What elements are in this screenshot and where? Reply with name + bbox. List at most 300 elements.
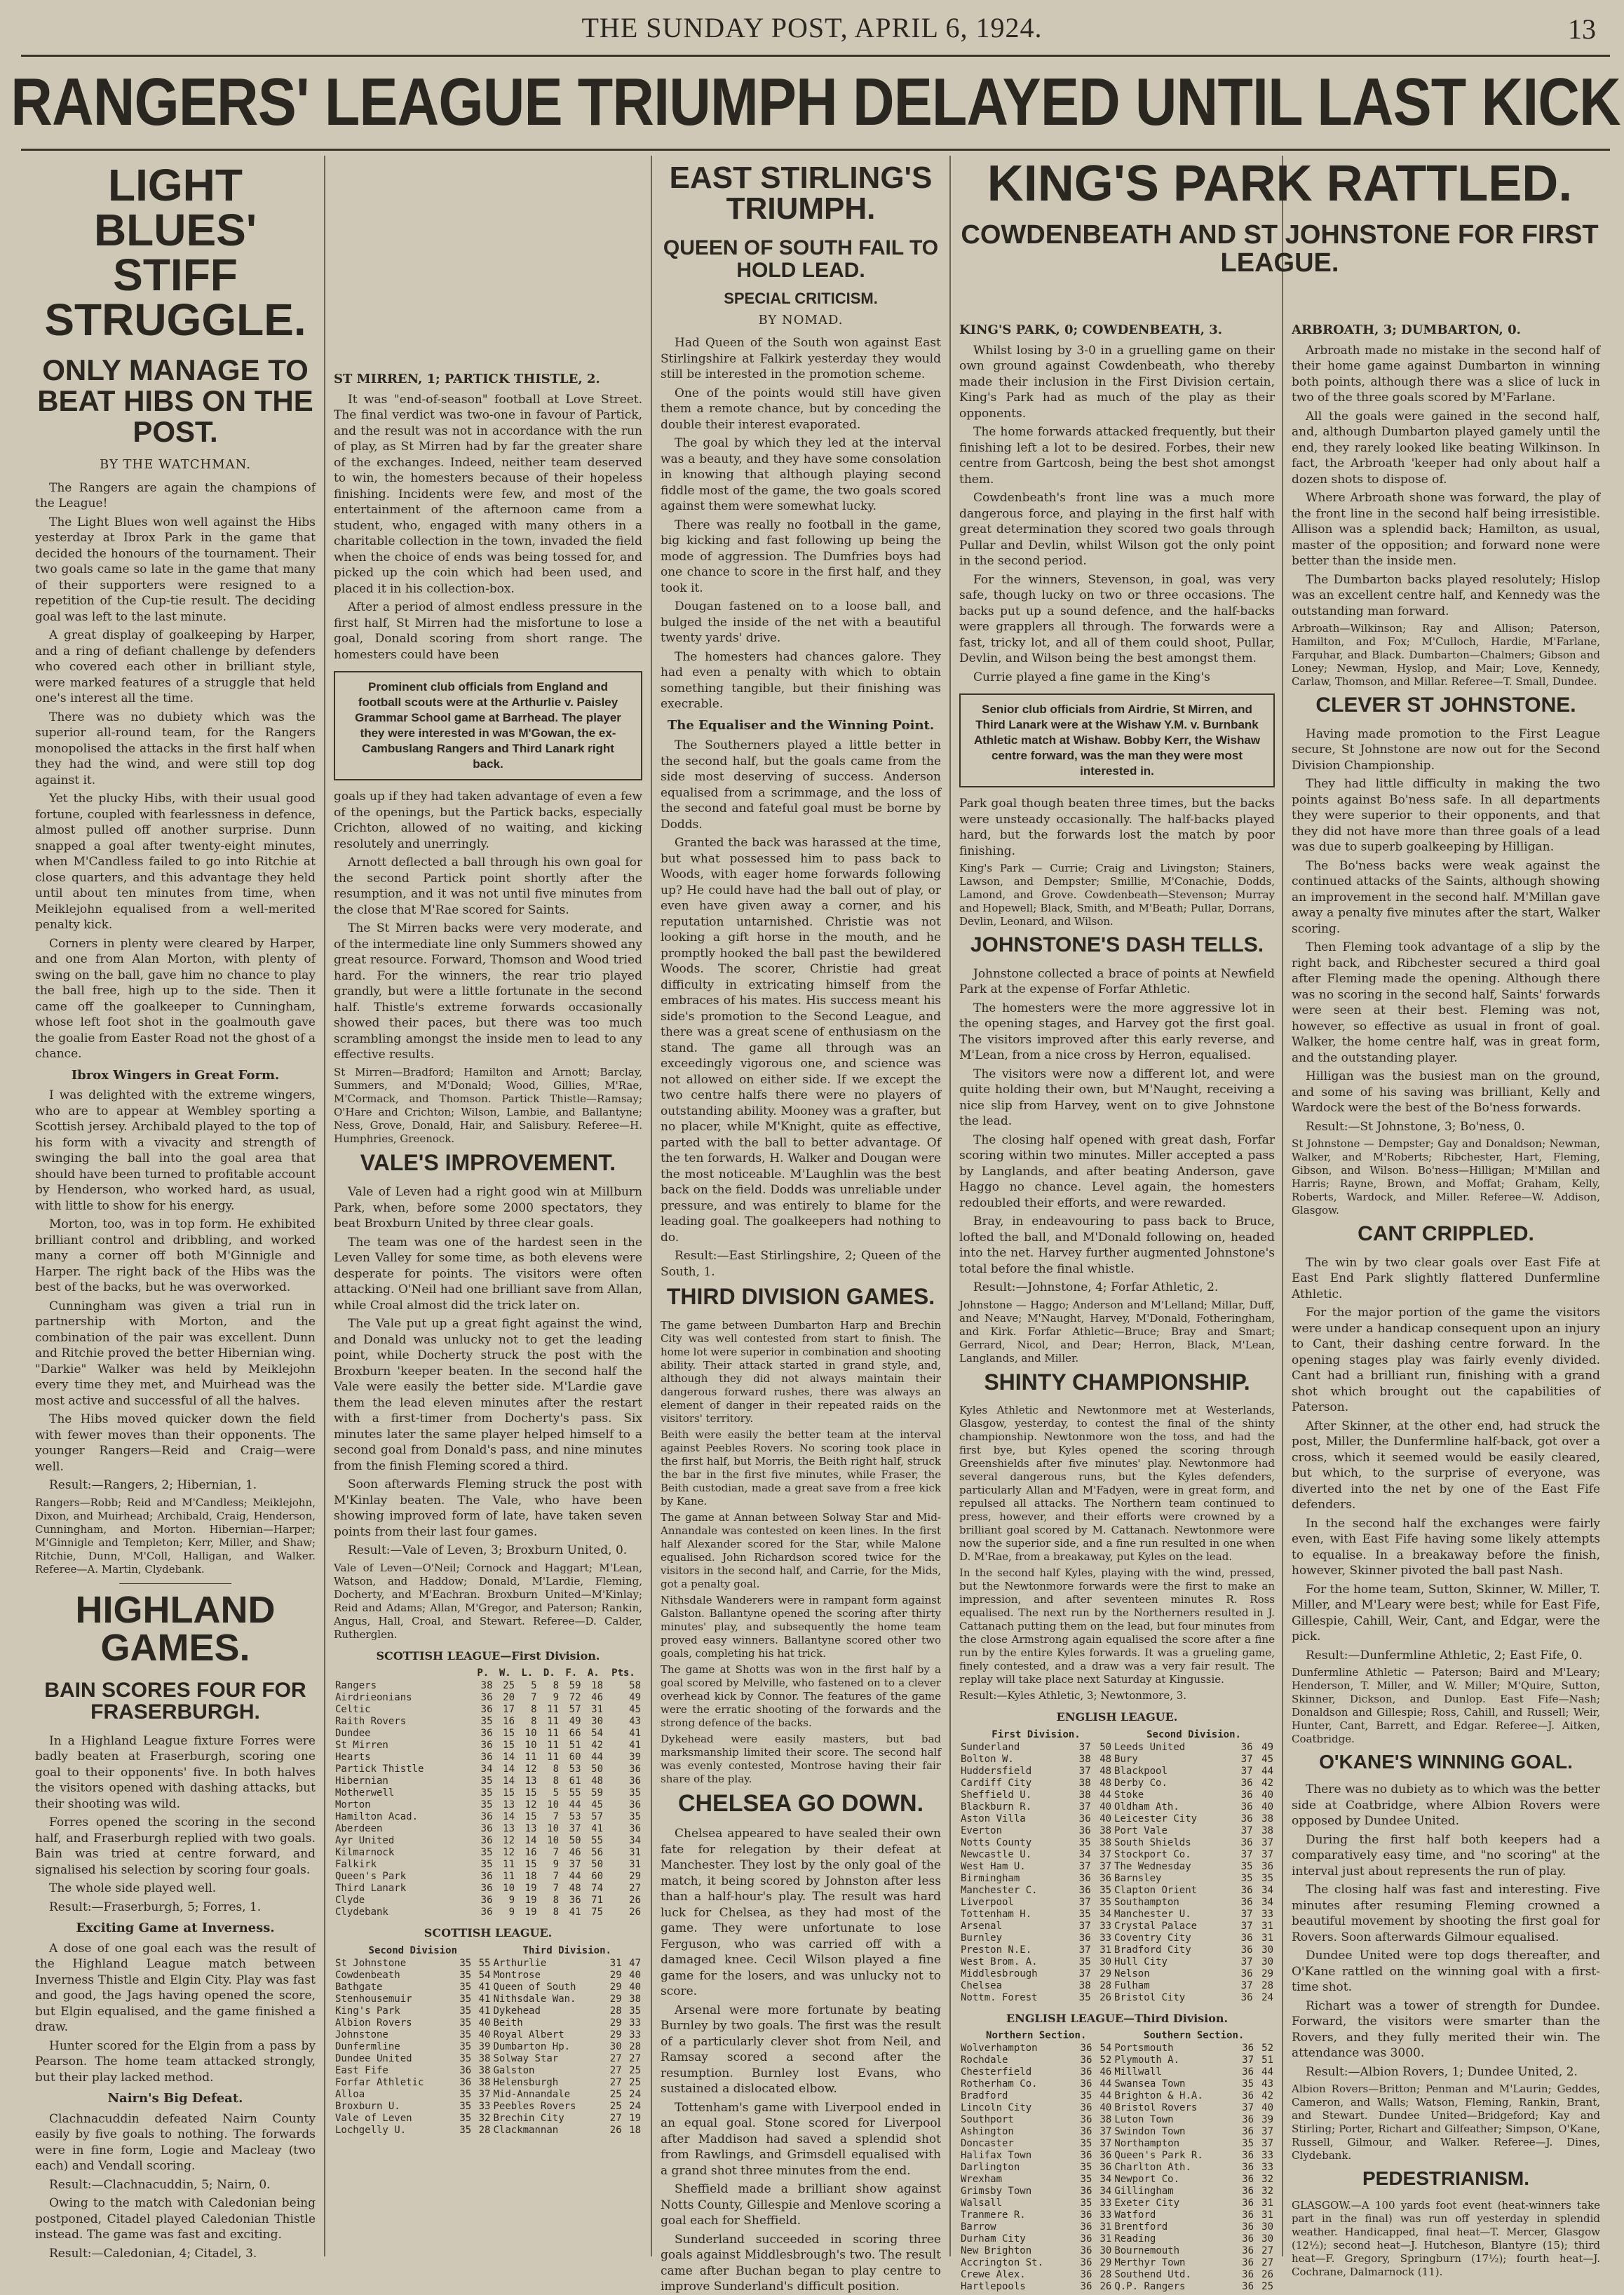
johnstone-headline: JOHNSTONE'S DASH TELLS. [970, 933, 1264, 956]
table-cell: 30 [1099, 2245, 1112, 2257]
table-cell: Arthurlie [493, 1957, 547, 1969]
table-cell: 40 [1099, 1801, 1112, 1813]
table-header-row [959, 1728, 1275, 1742]
paragraph: The homesters were the more aggressive lot in the opening stages, and Harvey got the first goal. The visitors improved after this early reverse, and M'Lean, from a nice cross by Herron, equalised. [959, 1001, 1275, 1062]
table-row [959, 1909, 1275, 1921]
scottish-first-division-table [334, 1667, 642, 1918]
table-cell: 36 [1080, 2233, 1092, 2245]
table-cell: 19 [629, 2112, 641, 2124]
table-cell: 35 [459, 1981, 472, 1993]
table-row [959, 2066, 1275, 2078]
table-cell: Raith Rovers [335, 1716, 407, 1728]
table-cell: Forfar Athletic [335, 2076, 424, 2088]
table-cell: 36 [459, 2076, 472, 2088]
paragraph: Sunderland succeeded in scoring three goals against Middlesbrough's two. The result came after Buchan began to play centre to improve Sunderland's difficult position. [661, 2232, 941, 2294]
table-cell: 40 [1099, 1813, 1112, 1825]
table-subtitle: First Division. [992, 1728, 1081, 1740]
paragraph: Currie played a fine game in the King's [973, 670, 1210, 684]
paragraph: The win by two clear goals over East Fife at East End Park slightly flattered Dunfermline Athletic. [1292, 1255, 1600, 1301]
table-cell: Crystal Palace [1114, 1920, 1198, 1932]
table-cell: 27 [609, 2076, 622, 2088]
teams-text: King's Park — Currie; Craig and Livingston; Stainers, Lawson, and Dempster; Smillie, M'Conachie, Dodds, Lamond, and Grove. Cowdenbeath—Stevenson; Murray and Hopewell; Black, Smith, and M'Beath; Pullar, Dorrans, Devlin, Leonard, and Wilson. [959, 862, 1275, 928]
table-cell: 26 [629, 1895, 641, 1907]
table-cell: 5 [531, 1680, 537, 1692]
table-cell: 12 [525, 1763, 537, 1775]
table-cell: 10 [525, 1740, 537, 1752]
table-cell: Wrexham [961, 2174, 1003, 2186]
table-cell: 36 [480, 1692, 493, 1704]
table-cell: 36 [1240, 1991, 1253, 2003]
table-cell: 7 [553, 1883, 559, 1895]
table-cell: 34 [629, 1835, 641, 1847]
league-table-title: SCOTTISH LEAGUE—First Division. [376, 1649, 600, 1663]
pedestrianism-report [1292, 2199, 1600, 2279]
table-header-row [959, 2029, 1275, 2043]
table-row [959, 1825, 1275, 1837]
table-cell: 33 [1261, 1908, 1273, 1920]
paragraph: Vale of Leven had a right good win at Millburn Park, when, before some 2000 spectators, they beat Broxburn United by three clear goals. [334, 1185, 642, 1231]
okane-headline: O'KANE'S WINNING GOAL. [1319, 1751, 1573, 1773]
paragraph: The St Mirren backs were very moderate, and of the intermediate line only Summers showed any great resource. Forward, Thomson and Wood tried hard. For the winners, the rear trio played grandly, but were a little fortunate in the second half. Thistle's extreme forwards occasionally showed their paces, but there was too much scrambling amongst the inside men to lead to any effective results. [334, 921, 642, 1062]
table-cell: 36 [1080, 2054, 1092, 2066]
table-cell: 50 [591, 1859, 603, 1871]
table-cell: 15 [525, 1811, 537, 1823]
table-row [959, 1766, 1275, 1778]
table-cell: Charlton Ath. [1114, 2162, 1191, 2174]
table-cell: 37 [1099, 1848, 1112, 1860]
teams-text: St Johnstone — Dempster; Gay and Donaldson; Newman, Walker, and M'Roberts; Ribchester, Hart, Fleming, Gibson, and Wilson. Bo'ness—Hilligan; M'Millan and Harris; Rayne, Brown, and Moffat; Graham, Kelly, Roberts, Wardock, and Miller. Referee—W. Addison, Glasgow. [1292, 1137, 1600, 1217]
table-cell: 36 [480, 1740, 493, 1752]
table-cell: Arsenal [961, 1920, 1003, 1932]
table-cell: 31 [1099, 2221, 1112, 2233]
table-cell: 44 [1261, 2066, 1273, 2078]
table-row [959, 2209, 1275, 2221]
paragraph: Dundee United were top dogs thereafter, and O'Kane rattled on the winning goal with a first-time shot. [1292, 1949, 1600, 1995]
table-cell: Southampton [1114, 1896, 1179, 1908]
table-cell: Clyde [335, 1895, 365, 1907]
table-cell: 35 [1078, 1836, 1091, 1848]
table-cell: Birmingham [961, 1872, 1020, 1884]
table-cell: 46 [591, 1692, 603, 1704]
table-cell: 35 [1240, 1872, 1253, 1884]
table-cell: 28 [629, 2040, 641, 2052]
table-cell: Johnstone [335, 2029, 388, 2040]
table-row [959, 1742, 1275, 1754]
table-row [334, 1907, 642, 1918]
table-cell: 53 [569, 1811, 581, 1823]
table-row [334, 1728, 642, 1740]
table-row [959, 2162, 1275, 2174]
paragraph: They had little difficulty in making the two points against Bo'ness safe. In all departments they were superior to their opponents, and that they did not have more than three goals of a lead was due to superb goalkeeping by Hilligan. [1292, 777, 1600, 854]
table-cell: St Johnstone [335, 1957, 407, 1969]
column-1 [35, 156, 316, 2263]
table-cell: Dunfermline [335, 2040, 400, 2052]
table-cell: Chelsea [961, 1979, 1003, 1991]
table-cell: 37 [1099, 1860, 1112, 1872]
table-cell: Leeds United [1114, 1741, 1186, 1753]
table-cell: Clydebank [335, 1907, 388, 1918]
table-cell: 28 [1099, 1979, 1112, 1991]
table-cell: Helensburgh [493, 2076, 559, 2088]
table-cell: Wolverhampton [961, 2043, 1038, 2054]
table-subtitle: Southern Section. [1144, 2030, 1245, 2042]
table-cell [334, 1667, 472, 1680]
table-cell: 37 [1240, 1908, 1253, 1920]
table-cell: Beith [493, 2017, 523, 2029]
table-cell: 36 [1242, 2221, 1254, 2233]
table-row [959, 2054, 1275, 2066]
table-cell: 11 [547, 1704, 559, 1716]
table-cell: 36 [629, 1763, 641, 1775]
table-cell: 19 [525, 1883, 537, 1895]
table-cell: 24 [629, 2100, 641, 2112]
paragraph: Arsenal were more fortunate by beating Burnley by two goals. The first was the result of a particularly clever shot from Neil, and Ramsay scored a second after the resumption. Burnley lost Evans, who sustained a dislocated elbow. [661, 2003, 941, 2097]
table-cell: 54 [591, 1728, 603, 1740]
table-cell: 36 [1099, 2162, 1112, 2174]
match-head: ST MIRREN, 1; PARTICK THISTLE, 2. [334, 372, 600, 386]
team-lineups [959, 1299, 1275, 1365]
table-cell: Merthyr Town [1114, 2257, 1186, 2269]
table-row [334, 2017, 642, 2029]
table-cell: 37 [569, 1859, 581, 1871]
match-result: Result:—Fraserburgh, 5; Forres, 1. [49, 1900, 262, 1914]
league-table-title: SCOTTISH LEAGUE. [424, 1926, 553, 1940]
table-cell: 36 [1080, 2257, 1092, 2269]
table-cell: 42 [1261, 2090, 1273, 2102]
table-cell: 54 [1099, 2043, 1112, 2054]
table-cell: Aberdeen [335, 1823, 383, 1835]
section-head: Exciting Game at Inverness. [76, 1921, 275, 1936]
table-cell: 35 [1242, 2078, 1254, 2090]
table-cell: Walsall [961, 2198, 1003, 2209]
table-cell: Bristol Rovers [1114, 2102, 1198, 2114]
table-cell: Hartlepools [961, 2281, 1026, 2293]
table-cell: 10 [547, 1835, 559, 1847]
table-cell: 8 [553, 1907, 559, 1918]
paragraph: It was "end-of-season" football at Love Street. The final verdict was two-one in favour of Partick, and the result was not in accordance with the run of play, as St Mirren had by far the greater share of the exchanges. Indeed, neither team deserved to win, the homesters because of their hopeless finishing. Incidents were few, and most of the entertainment of the afternoon came from a student, who, engaged with many others in a charitable collection in the town, invaded the field when the choice of ends was being tossed for, and picked up the coin which had been used, and placed it in his collection-box. [334, 392, 642, 596]
paragraph: For the major portion of the game the visitors were under a handicap consequent upon an injury to Cant, their dashing centre forward. In the opening stages play was fairly evenly divided. Cant had a brilliant run, finishing with a grand shot which brought out the capabilities of Paterson. [1292, 1306, 1600, 1414]
table-cell: 36 [480, 1895, 493, 1907]
table-cell: Queen of South [493, 1981, 576, 1993]
table-header-row [334, 1667, 642, 1680]
paragraph: Hilligan was the busiest man on the ground, and some of his saving was brilliant, Kelly and Wardock were the best of the Bo'ness forwards. [1292, 1069, 1600, 1115]
table-cell: 9 [508, 1895, 515, 1907]
table-cell: 32 [1261, 2174, 1273, 2186]
news-box: Senior club officials from Airdrie, St Mirren, and Third Lanark were at the Wishaw Y.M. v. Burnbank Athletic match at Wishaw. Bobby Kerr, the Wishaw centre forward, was the man they were most interested in. [959, 693, 1275, 787]
table-cell: Dykehead [493, 2005, 541, 2017]
paragraph: The Light Blues won well against the Hibs yesterday at Ibrox Park in the game that decided the honours of the tournament. Their two goals came so late in the game that many of their supporters were resigned to a repetition of the Cup-tie result. The deciding goal was left to the last minute. [35, 515, 316, 624]
team-lineups [959, 862, 1275, 928]
table-cell: Lincoln City [961, 2102, 1032, 2114]
table-cell: 36 [1080, 2102, 1092, 2114]
paragraph: There was really no football in the game, big kicking and fast following up being the mode of aggression. The Dumfries boys had one chance to score in the first half, and they took it. [661, 517, 941, 595]
table-cell: 31 [1261, 2198, 1273, 2209]
table-row [959, 2257, 1275, 2269]
table-cell: 35 [459, 1957, 472, 1969]
table-cell: 28 [1099, 2269, 1112, 2281]
paragraph: Cunningham was given a trial run in partnership with Morton, and the combination of the pair was excellent. Dunn and Ritchie proved the better Hibernian wing. "Darkie" Walker was held by Meiklejohn every time they met, and Muirhead was the most active and successful of all the halves. [35, 1299, 316, 1408]
table-row [959, 1956, 1275, 1968]
table-cell: 43 [629, 1716, 641, 1728]
table-cell: 26 [609, 2124, 622, 2136]
paragraph: Granted the back was harassed at the time, but what possessed him to pass back to Woods, with eager home forwards following up? He could have had the ball out of play, or even have given away a corner, and his reputation untarnished. Christie was not looking a gift horse in the mouth, and he promptly hooked the ball past the bewildered Woods. The scorer, Christie had great difficulty in extricating himself from the embraces of his mates. His success meant his side's promotion to the Second League, and there was a great scene of enthusiasm on the stand. The game all through was an exceedingly vigorous one, and science was not allowed on either side. If we except the two centre halfs there were no players of outstanding ability. Mooney was a grafter, but no placer, while M'Knight, quite as effective, parted with the ball to better advantage. Of the ten forwards, H. Walker and Dougan were the most noticeable. M'Laughlin was the best back on the field. Dodds was unreliable under pressure, and was entirely to blame for the leading goal. The goalkeepers had nothing to do. [661, 836, 941, 1245]
table-cell: 35 [459, 2005, 472, 2017]
table-cell: Queen's Park [335, 1871, 407, 1883]
table-cell: Middlesbrough [961, 1968, 1038, 1979]
paragraph: The Vale put up a great fight against the wind, and Donald was unlucky not to get the leading point, while Docherty struck the post with the Broxburn 'keeper beaten. In the second half the Vale were easily the better side. M'Lardie gave them the lead eleven minutes after the restart with a first-timer from Docherty's pass. Six minutes later the same player helped himself to a second goal from Donald's pass, and nine minutes from the finish Fleming scored a third. [334, 1317, 642, 1473]
table-cell: 31 [1099, 1944, 1112, 1956]
table-cell: Newport Co. [1114, 2174, 1180, 2186]
table-cell: 14 [503, 1763, 515, 1775]
table-cell: 47 [629, 1957, 641, 1969]
table-cell: 38 [1078, 1753, 1091, 1765]
table-row [959, 2221, 1275, 2233]
table-cell: 35 [480, 1775, 493, 1787]
section-head: Ibrox Wingers in Great Form. [71, 1067, 280, 1083]
table-cell: 25 [629, 2064, 641, 2076]
table-cell: 18 [591, 1680, 603, 1692]
paragraph: Sheffield made a brilliant show against Notts County, Gillespie and Menlove scoring a goal each for Sheffield. [661, 2182, 941, 2228]
table-cell: 37 [1078, 1801, 1091, 1813]
table-cell: 36 [1080, 2150, 1092, 2162]
match-result: Result:—East Stirlingshire, 2; Queen of the South, 1. [661, 1249, 941, 1279]
table-cell: Ayr United [335, 1835, 395, 1847]
table-row [959, 2174, 1275, 2186]
table-cell: 37 [1078, 1920, 1091, 1932]
table-cell: 11 [547, 1752, 559, 1763]
table-cell: 36 [1242, 2090, 1254, 2102]
table-row [334, 1883, 642, 1895]
table-cell: 35 [459, 2112, 472, 2124]
match-result: Result:—Albion Rovers, 1; Dundee United, 2. [1306, 2064, 1578, 2079]
table-cell: 33 [1099, 1920, 1112, 1932]
table-cell: 55 [591, 1835, 603, 1847]
paragraph: For the home team, Sutton, Skinner, W. Miller, T. Miller, and M'Leary were best; while for East Fife, Gillespie, Cahill, Weir, Cant, and Edgar, were the pick. [1292, 1582, 1600, 1644]
table-body [959, 1742, 1275, 2004]
paragraph: Having made promotion to the First League secure, St Johnstone are now out for the Second Division Championship. [1292, 726, 1600, 773]
match-head: KING'S PARK, 0; COWDENBEATH, 3. [959, 323, 1223, 337]
table-cell: 11 [547, 1716, 559, 1728]
table-cell: 44 [1099, 2090, 1112, 2102]
table-cell: Oldham Ath. [1114, 1801, 1179, 1813]
table-cell: 9 [553, 1859, 559, 1871]
table-row [334, 1982, 642, 1993]
table-cell: 33 [629, 2017, 641, 2029]
table-cell: Halifax Town [961, 2150, 1032, 2162]
table-cell: Brentford [1114, 2221, 1168, 2233]
table-body [334, 1680, 642, 1918]
masthead-rule [21, 55, 1610, 57]
paragraph: After a period of almost endless pressure in the first half, St Mirren had the misfortune to lose a goal, Donald scoring from short range. The homesters could have been [334, 600, 642, 662]
table-row [959, 1944, 1275, 1956]
table-cell: Clackmannan [493, 2124, 559, 2136]
pedestrianism-headline: PEDESTRIANISM. [1362, 2167, 1530, 2190]
table-cell: 36 [1078, 1813, 1091, 1825]
table-cell: 57 [591, 1811, 603, 1823]
table-cell: 37 [1078, 1896, 1091, 1908]
table-cell: 35 [459, 2017, 472, 2029]
paragraph: The Rangers are again the champions of the League! [35, 480, 316, 511]
table-cell: Peebles Rovers [493, 2100, 576, 2112]
paragraph: Then Fleming took advantage of a slip by the right back, and Ribchester secured a third goal after Fleming made the opening. Although there was no scoring in the second half, Saints' forwards were seen at their best. Fleming was not, however, so effective as usual in front of goal. Walker, the home centre half, was in great form, and the outstanding player. [1292, 940, 1600, 1065]
paragraph: Kyles Athletic and Newtonmore met at Westerlands, Glasgow, yesterday, to contest the final of the shinty championship. Newtonmore won the toss, and had the first bye, but Kyles opened the scoring through Greenshields after five minutes' play. Newtonmore had several dangerous runs, but the Kyles defenders, particularly Allan and M'Fadyen, were in great form, and repulsed all attacks. The Northern team continued to press, however, and their efforts were crowned by a brilliant goal scored by M. Cattanach. Newtonmore were now the superior side, and a fine run resulted in one when D. M'Rae, from a breakaway, put Kyles on the lead. [959, 1404, 1275, 1564]
table-cell: 30 [1261, 1944, 1273, 1956]
table-cell: 35 [1261, 1872, 1273, 1884]
table-cell: 26 [1099, 2281, 1112, 2293]
table-cell: Reading [1114, 2233, 1156, 2245]
match-result: Result:—Vale of Leven, 3; Broxburn United, 0. [348, 1543, 628, 1558]
table-cell: 36 [1080, 2114, 1092, 2126]
table-cell: 36 [1240, 1968, 1253, 1979]
table-cell: 36 [1240, 1801, 1253, 1813]
table-cell: 35 [459, 1993, 472, 2005]
col3-subheadline: QUEEN OF SOUTH FAIL TO HOLD LEAD. [663, 236, 939, 282]
table-cell: Liverpool [961, 1896, 1014, 1908]
table-cell: 36 [459, 2064, 472, 2076]
teams-text: Rangers—Robb; Reid and M'Candless; Meiklejohn, Dixon, and Muirhead; Archibald, Craig, Henderson, Cunningham, and Morton. Hibernian—Harper; M'Ginnigle and Templeton; Kerr, Miller, and Shaw; Ritchie, Dunn, M'Coll, Halligan, and Walker. Referee—A. Martin, Clydebank. [35, 1496, 316, 1576]
table-cell: 37 [1078, 1944, 1091, 1956]
table-cell: 38 [478, 2064, 491, 2076]
table-cell: 42 [591, 1740, 603, 1752]
divider [119, 1583, 231, 1584]
table-cell: Falkirk [335, 1859, 377, 1871]
table-cell: 34 [480, 1763, 493, 1775]
table-row [334, 2125, 642, 2137]
table-cell: 37 [1240, 1956, 1253, 1968]
table-cell: 36 [480, 1728, 493, 1740]
news-box: Prominent club officials from England and football scouts were at the Arthurlie v. Paisley Grammar School game at Barrhead. The player they were interested in was M'Gowan, the ex-Cambuslang Rangers and Third Lanark right back. [334, 671, 642, 780]
paragraph: Chelsea appeared to have sealed their own fate for relegation by their defeat at Manchester. They lost by the only goal of the match, it being scored by Johnston after less than a half-hour's play. The result was hard luck for Chelsea, as they had most of the game. They were unfortunate to lose Ferguson, who was carried off with a damaged knee. Cecil Wilson played a fine game for the losers, and was unlucky not to score. [661, 1827, 941, 1999]
paragraph: Morton, too, was in top form. He exhibited brilliant control and dribbling, and worked many a corner off both M'Ginnigle and Harper. The right back of the Hibs was the best of the backs, but he was overworked. [35, 1217, 316, 1295]
table-cell: 7 [531, 1692, 537, 1704]
table-row [959, 1789, 1275, 1801]
table-cell: 11 [503, 1859, 515, 1871]
table-cell: 35 [1078, 1908, 1091, 1920]
table-cell: Plymouth A. [1114, 2054, 1180, 2066]
banner-headline: RANGERS' LEAGUE TRIUMPH DELAYED UNTIL LAST KICK [11, 65, 1620, 140]
paragraph: There was no dubiety as to which was the better side at Coatbridge, where Albion Rovers were opposed by Dundee United. [1292, 1782, 1600, 1829]
table-row [334, 1823, 642, 1835]
table-cell: 36 [1242, 2209, 1254, 2221]
table-row [334, 1871, 642, 1883]
table-cell: St Mirren [335, 1740, 388, 1752]
scottish-second-third-division-table [334, 1944, 642, 2137]
paragraph: Beith were easily the better team at the interval against Peebles Rovers. No scoring took place in the first half, but Morris, the Beith right half, struck the bar in the first five minutes, while Fraser, the Beith custodian, made a great save from a free kick by Kane. [661, 1428, 941, 1508]
table-cell: 28 [609, 2005, 622, 2017]
table-cell: 37 [1099, 2126, 1112, 2138]
table-cell: Montrose [493, 1969, 541, 1981]
table-cell: 49 [569, 1716, 581, 1728]
table-cell: 31 [1261, 2209, 1273, 2221]
shinty-report [959, 1404, 1275, 1702]
teams-text: Dunfermline Athletic — Paterson; Baird and M'Leary; Henderson, T. Miller, and W. Miller; M'Quire, Sutton, Skinner, Dickson, and Dunlop. East Fife—Nash; Donaldson and Gillespie; Ross, Cahill, and Russell; Weir, Hunter, Cant, Barrett, and Edgar. Referee—J. Aitken, Coatbridge. [1292, 1666, 1600, 1745]
paragraph: Soon afterwards Fleming struck the post with M'Kinlay beaten. The Vale, who have been showing improved form of late, have taken seven points from their last four games. [334, 1477, 642, 1539]
table-cell: 36 [1242, 2269, 1254, 2281]
table-cell: 37 [478, 2088, 491, 2100]
table-cell: 36 [1240, 1777, 1253, 1789]
paragraph: One of the points would still have given them a remote chance, but by conceding the double their interest evaporated. [661, 386, 941, 432]
table-cell: 12 [525, 1799, 537, 1811]
table-cell: 27 [629, 1883, 641, 1895]
col4-headline: KING'S PARK RATTLED. [987, 156, 1573, 212]
table-cell: 38 [1078, 1777, 1091, 1789]
table-cell: 29 [1099, 1968, 1112, 1979]
shinty-headline: SHINTY CHAMPIONSHIP. [984, 1369, 1250, 1395]
table-row [334, 2113, 642, 2125]
table-cell: 30 [591, 1716, 603, 1728]
paragraph: Forres opened the scoring in the second half, and Fraserburgh replied with two goals. Bain was tried at centre forward, and signalised his selection by scoring four goals. [35, 1815, 316, 1877]
table-cell: 45 [629, 1704, 641, 1716]
table-cell: 38 [1099, 2114, 1112, 2126]
table-cell: 36 [480, 1704, 493, 1716]
paragraph: Where Arbroath shone was forward, the play of the front line in the second half being irresistible. Allison was a splendid back; Hamilton, as usual, master of the opposition; and forward none were better than the inside men. [1292, 491, 1600, 568]
table-cell: F. [565, 1667, 578, 1679]
table-cell: 19 [525, 1895, 537, 1907]
table-cell: 38 [1261, 1825, 1273, 1836]
table-cell: 41 [569, 1907, 581, 1918]
table-cell: Third Lanark [335, 1883, 407, 1895]
table-cell: 16 [525, 1847, 537, 1859]
table-cell: 13 [525, 1823, 537, 1835]
table-cell: 36 [1078, 1872, 1091, 1884]
table-cell: Kilmarnock [335, 1847, 395, 1859]
table-cell: 36 [1240, 1741, 1253, 1753]
table-cell: 40 [1261, 1789, 1273, 1801]
table-cell: 37 [1261, 2126, 1273, 2138]
table-cell: 36 [1080, 2245, 1092, 2257]
table-cell: 51 [569, 1740, 581, 1752]
table-row [959, 2150, 1275, 2162]
table-cell: 36 [1078, 1932, 1091, 1944]
table-cell: Solway Star [493, 2052, 559, 2064]
table-cell: 35 [459, 2100, 472, 2112]
table-row [334, 2053, 642, 2065]
table-cell: 36 [480, 1871, 493, 1883]
table-cell: 35 [1080, 2090, 1092, 2102]
table-cell: 31 [629, 1859, 641, 1871]
match-result: Result:—Rangers, 2; Hibernian, 1. [49, 1478, 257, 1493]
table-cell: 66 [569, 1728, 581, 1740]
table-cell: 37 [1240, 1765, 1253, 1777]
match-result: Result:—Dunfermline Athletic, 2; East Fife, 0. [1306, 1648, 1583, 1663]
table-cell: 48 [1099, 1753, 1112, 1765]
table-cell: Nithsdale Wan. [493, 1993, 576, 2005]
table-row [334, 1680, 642, 1692]
table-row [959, 1968, 1275, 1980]
table-cell: 33 [629, 2029, 641, 2040]
table-row [334, 1811, 642, 1823]
match-result: Result:—Johnstone, 4; Forfar Athletic, 2. [973, 1280, 1219, 1294]
table-cell: 11 [547, 1728, 559, 1740]
third-division-reports [661, 1319, 941, 1786]
table-cell: Pts. [611, 1667, 635, 1679]
table-cell: 44 [569, 1871, 581, 1883]
table-cell: D. [543, 1667, 555, 1679]
table-cell: Nelson [1114, 1968, 1150, 1979]
masthead-title: THE SUNDAY POST, APRIL 6, 1924. [581, 11, 1043, 43]
table-cell: 46 [1099, 2066, 1112, 2078]
table-cell: Accrington St. [961, 2257, 1044, 2269]
table-row [334, 2089, 642, 2101]
match-result: Result:—St Johnstone, 3; Bo'ness, 0. [1306, 1119, 1525, 1134]
paragraph: The visitors were now a different lot, and were quite holding their own, but M'Naught, receiving a nice slip from Harvey, went on to give Johnstone the lead. [959, 1067, 1275, 1128]
table-cell: 33 [478, 2100, 491, 2112]
table-cell: 24 [1261, 1991, 1273, 2003]
table-cell: 10 [547, 1799, 559, 1811]
paragraph: In the second half Kyles, playing with the wind, pressed, but the Newtonmore forwards were the first to make an impression, and after seventeen minutes R. Ross equalised. The next run by the Northerners resulted in J. Cattanach putting them on the lead, but four minutes from the close Armstrong again equalised the score after a fine run by the entire Kyles forwards. It was a grueling game, finely contested, and a draw was a very fair result. The replay will take place next Saturday at Kingussie. [959, 1566, 1275, 1686]
table-cell: 20 [503, 1692, 515, 1704]
table-cell: 52 [1099, 2054, 1112, 2066]
